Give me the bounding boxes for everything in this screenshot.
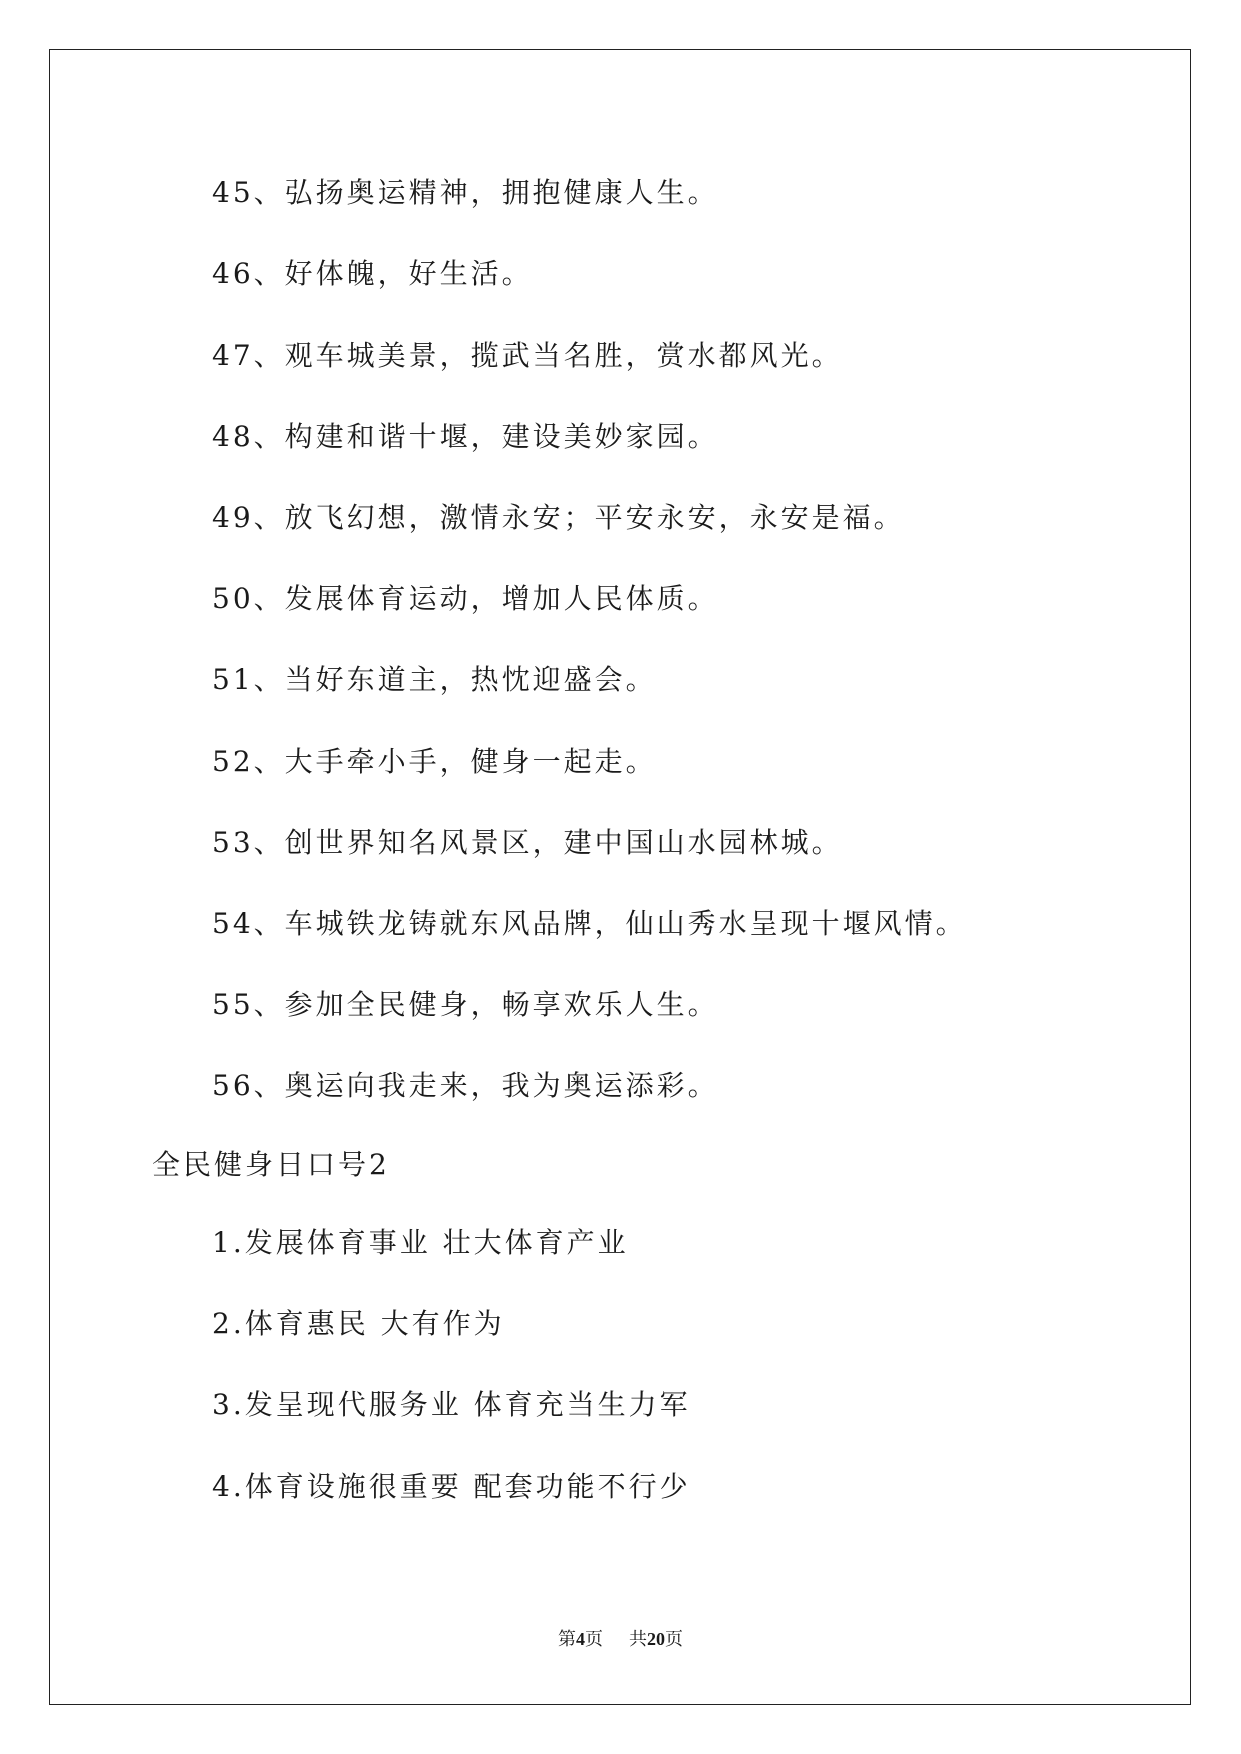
slogan-line-50: 50、发展体育运动，增加人民体质。 [212, 582, 719, 615]
footer-total-prefix: 共 [629, 1629, 647, 1650]
section-item-1: 1.发展体育事业 壮大体育产业 [212, 1226, 629, 1259]
section-item-4: 4.体育设施很重要 配套功能不行少 [212, 1470, 691, 1503]
footer-page-unit: 页 [585, 1629, 603, 1650]
slogan-line-54: 54、车城铁龙铸就东风品牌，仙山秀水呈现十堰风情。 [212, 907, 967, 940]
footer-prefix: 第 [558, 1629, 576, 1650]
section-item-2: 2.体育惠民 大有作为 [212, 1307, 505, 1340]
section-item-3: 3.发呈现代服务业 体育充当生力军 [212, 1388, 691, 1421]
footer-current-page: 4 [576, 1629, 585, 1649]
slogan-line-55: 55、参加全民健身，畅享欢乐人生。 [212, 988, 719, 1021]
footer-total-unit: 页 [665, 1629, 683, 1650]
slogan-line-56: 56、奥运向我走来，我为奥运添彩。 [212, 1069, 719, 1102]
slogan-line-47: 47、观车城美景，揽武当名胜，赏水都风光。 [212, 339, 843, 372]
page-number-footer [0, 1628, 1241, 1651]
page-border [49, 49, 1191, 1705]
slogan-line-46: 46、好体魄，好生活。 [212, 257, 533, 290]
slogan-line-49: 49、放飞幻想，激情永安；平安永安，永安是福。 [212, 501, 905, 534]
slogan-line-51: 51、当好东道主，热忱迎盛会。 [212, 663, 657, 696]
slogan-line-52: 52、大手牵小手，健身一起走。 [212, 745, 657, 778]
section-heading: 全民健身日口号2 [152, 1148, 390, 1181]
footer-total-pages: 20 [647, 1629, 665, 1649]
slogan-line-53: 53、创世界知名风景区，建中国山水园林城。 [212, 826, 843, 859]
slogan-line-45: 45、弘扬奥运精神，拥抱健康人生。 [212, 176, 719, 209]
slogan-line-48: 48、构建和谐十堰，建设美妙家园。 [212, 420, 719, 453]
